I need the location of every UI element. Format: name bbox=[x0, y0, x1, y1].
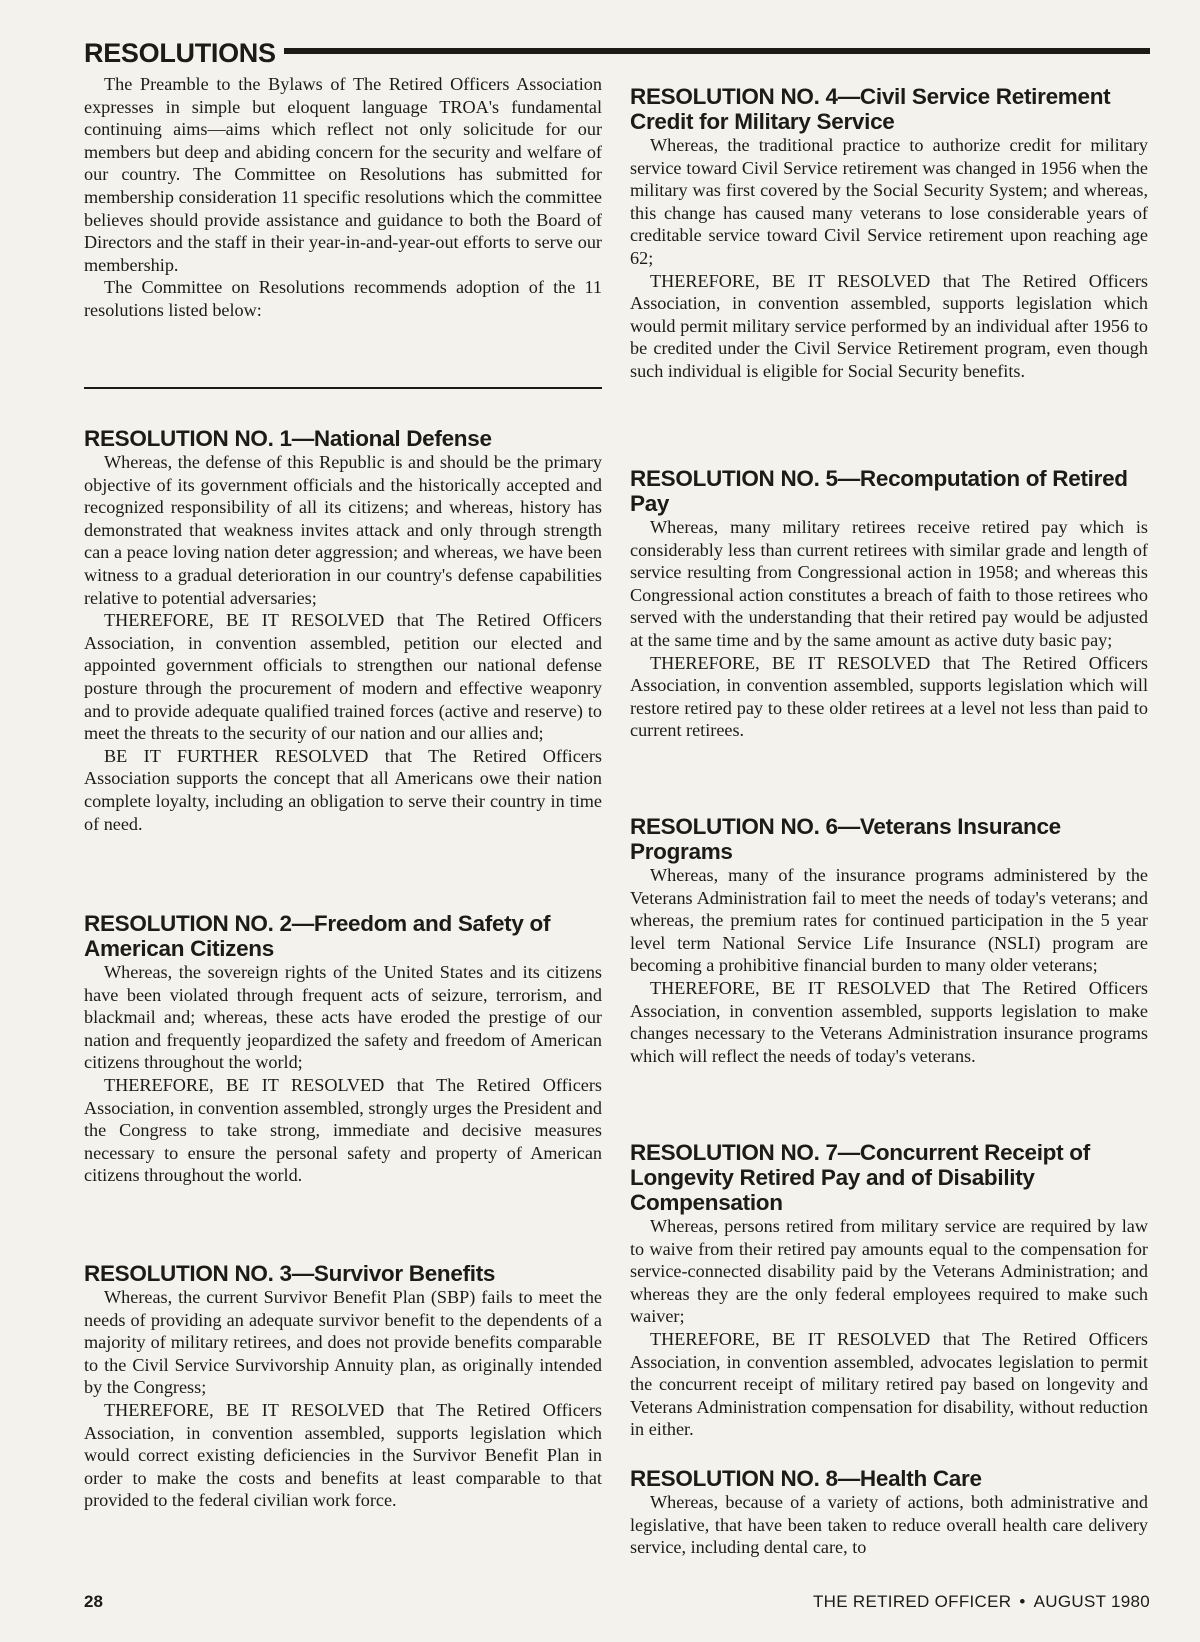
publication-footer bbox=[813, 1592, 1150, 1612]
issue-date: AUGUST 1980 bbox=[1033, 1592, 1150, 1611]
resolution-heading: RESOLUTION NO. 5—Recomputation of Retired Pay bbox=[630, 466, 1128, 516]
intro-paragraph: The Committee on Resolutions recommends adoption of the 11 resolutions listed below: bbox=[84, 277, 602, 320]
resolution-paragraph: THEREFORE, BE IT RESOLVED that The Retired Officers Association, in convention assembled, petition our elected and appointed government officials to strengthen our national defense posture through the procurement of modern and effective weaponry and to provide adequate qualified trained forces (active and reserve) to meet the threats to the security of our nation and our allies and; bbox=[84, 610, 602, 744]
header-rule bbox=[284, 48, 1150, 54]
footer-separator: • bbox=[1019, 1592, 1026, 1611]
resolution-paragraph: THEREFORE, BE IT RESOLVED that The Retired Officers Association, in convention assembled, supports legislation to make changes necessary to the Veterans Administration insurance programs which will reflect the needs of today's veterans. bbox=[630, 977, 1148, 1066]
resolution-paragraph: Whereas, because of a variety of actions, both administrative and legislative, that have been taken to reduce overall health care delivery service, including dental care, to bbox=[630, 1492, 1148, 1558]
resolution-paragraph: Whereas, many military retirees receive retired pay which is considerably less than current retirees with similar grade and length of service resulting from Congressional action in 1958; and whereas this Congressional action constitutes a breach of faith to those retirees who served with the understanding that their retired pay would be adjusted at the same time and by the same amount as active duty basic pay; bbox=[630, 517, 1148, 650]
intro-paragraph: The Preamble to the Bylaws of The Retired Officers Association expresses in simple but eloquent language TROA's fundamental continuing aims—aims which reflect not only solicitude for our members but deep and abiding concern for the security and welfare of our country. The Committee on Resolutions has submitted for membership consideration 11 specific resolutions which the committee believes should provide assistance and guidance to both the Board of Directors and the staff in their year-in-and-year-out efforts to serve our membership. bbox=[84, 74, 602, 275]
resolution-4 bbox=[630, 84, 1148, 383]
resolution-heading: RESOLUTION NO. 8—Health Care bbox=[630, 1466, 982, 1491]
resolution-heading: RESOLUTION NO. 3—Survivor Benefits bbox=[84, 1261, 496, 1286]
resolution-2 bbox=[84, 911, 602, 1187]
resolution-heading: RESOLUTION NO. 6—Veterans Insurance Programs bbox=[630, 814, 1061, 864]
resolution-heading: RESOLUTION NO. 7—Concurrent Receipt of Longevity Retired Pay and of Disability Compensation bbox=[630, 1140, 1090, 1215]
intro bbox=[84, 73, 602, 322]
resolution-paragraph: THEREFORE, BE IT RESOLVED that The Retired Officers Association, in convention assembled, strongly urges the President and the Congress to take strong, immediate and decisive measures necessary to ensure the personal safety and property of American citizens throughout the world. bbox=[84, 1074, 602, 1186]
resolution-paragraph: Whereas, the traditional practice to authorize credit for military service toward Civil Service retirement was changed in 1956 when the military was first covered by the Social Security System; and whereas, this change has caused many veterans to lose considerable years of creditable service toward Civil Service retirement upon reaching age 62; bbox=[630, 135, 1148, 268]
resolution-5 bbox=[630, 466, 1148, 742]
page-number: 28 bbox=[84, 1592, 103, 1611]
resolution-paragraph: Whereas, persons retired from military service are required by law to waive from their retired pay amounts equal to the compensation for service-connected disability paid by the Veterans Administration; and whereas they are the only federal employees required to make such waiver; bbox=[630, 1216, 1148, 1327]
publication-name: THE RETIRED OFFICER bbox=[812, 1592, 1012, 1611]
resolution-8 bbox=[630, 1466, 1148, 1559]
resolution-7 bbox=[630, 1140, 1148, 1441]
resolution-paragraph: THEREFORE, BE IT RESOLVED that The Retired Officers Association, in convention assembled, advocates legislation to permit the concurrent receipt of military retired pay based on longevity and Veterans Administration compensation for disability, without reduction in either. bbox=[630, 1328, 1148, 1440]
section-title: RESOLUTIONS bbox=[84, 38, 276, 68]
resolution-6 bbox=[630, 814, 1148, 1067]
resolution-heading: RESOLUTION NO. 2—Freedom and Safety of American Citizens bbox=[84, 911, 551, 961]
resolution-paragraph: Whereas, the defense of this Republic is and should be the primary objective of its government officials and the historically accepted and recognized responsibility of all its citizens; and whereas, history has demonstrated that weakness invites attack and only through strength can a peace loving nation deter aggression; and whereas, we have been witness to a gradual deterioration in our country's defense capabilities relative to potential adversaries; bbox=[84, 452, 602, 608]
resolution-paragraph: BE IT FURTHER RESOLVED that The Retired Officers Association supports the concept that all Americans owe their nation complete loyalty, including an obligation to serve their country in time of need. bbox=[84, 745, 602, 834]
resolution-paragraph: Whereas, many of the insurance programs administered by the Veterans Administration fail to meet the needs of today's veterans; and whereas, the premium rates for continued participation in the 5 year level term National Service Life Insurance (NSLI) program are becoming a prohibitive financial burden to many older veterans; bbox=[630, 865, 1148, 976]
resolution-paragraph: THEREFORE, BE IT RESOLVED that The Retired Officers Association, in convention assembled, supports legislation which will restore retired pay to these older retirees at a level not less than paid to current retirees. bbox=[630, 652, 1148, 741]
section-header bbox=[84, 36, 1150, 70]
resolution-heading: RESOLUTION NO. 4—Civil Service Retirement Credit for Military Service bbox=[630, 84, 1111, 134]
resolution-paragraph: THEREFORE, BE IT RESOLVED that The Retired Officers Association, in convention assembled, supports legislation which would permit military service performed by an individual after 1956 to be credited under the Civil Service Retirement program, even though such individual is eligible for Social Security benefits. bbox=[630, 270, 1148, 381]
resolution-heading: RESOLUTION NO. 1—National Defense bbox=[84, 426, 492, 451]
resolution-paragraph: Whereas, the current Survivor Benefit Plan (SBP) fails to meet the needs of providing an adequate survivor benefit to the dependents of a majority of military retirees, and does not provide benefits comparable to the Civil Service Survivorship Annuity plan, as originally intended by the Congress; bbox=[84, 1287, 602, 1398]
resolution-3 bbox=[84, 1261, 602, 1512]
resolution-paragraph: Whereas, the sovereign rights of the United States and its citizens have been violated through frequent acts of seizure, terrorism, and blackmail and; whereas, these acts have eroded the prestige of our nation and frequently jeopardized the safety and freedom of American citizens throughout the world; bbox=[84, 962, 602, 1073]
resolution-paragraph: THEREFORE, BE IT RESOLVED that The Retired Officers Association, in convention assembled, supports legislation which would correct existing deficiencies in the Survivor Benefit Plan in order to make the costs and benefits at least comparable to that provided to the federal civilian work force. bbox=[84, 1399, 602, 1511]
section-divider bbox=[84, 387, 602, 389]
resolution-1 bbox=[84, 426, 602, 835]
